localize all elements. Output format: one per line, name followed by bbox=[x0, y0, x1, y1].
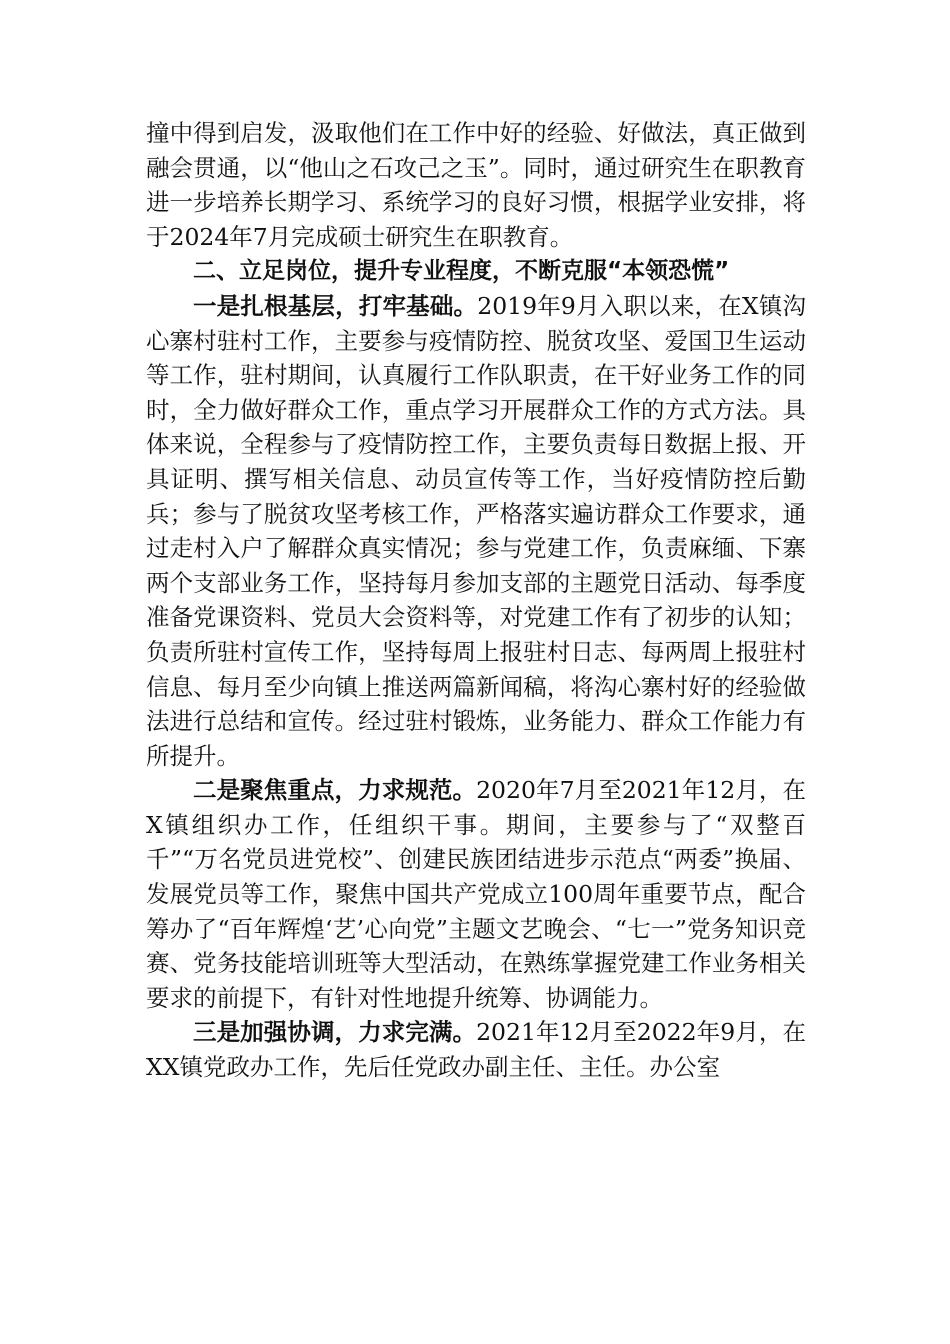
paragraph-text: 2020年7月至2021年12月，在X镇组织办工作，任组织干事。期间，主要参与了“双整百千”“万名党员进党校”、创建民族团结进步示范点“两委”换届、发展党员等工作，聚焦中国共产党成立100周年重要节点，配合筹办了“百年辉煌‘艺’心向党”主题文艺晚会、“七一”党务知识竞赛、党务技能培训班等大型活动，在熟练掌握党建工作业务相关要求的前提下，有针对性地提升统筹、协调能力。 bbox=[146, 776, 806, 1012]
section-heading: 二、立足岗位，提升专业程度，不断克服“本领恐慌” bbox=[193, 258, 730, 285]
paragraph-text: 2021年12月至2022年9月，在XX镇党政办工作，先后任党政办副主任、主任。办公室 bbox=[146, 1018, 806, 1082]
paragraph-text: 2019年9月入职以来，在X镇沟心寨村驻村工作，主要参与疫情防控、脱贫攻坚、爱国卫生运动等工作，驻村期间，认真履行工作队职责，在干好业务工作的同时，全力做好群众工作，重点学习开展群众工作的方式方法。具体来说，全程参与了疫情防控工作，主要负责每日数据上报、开具证明、撰写相关信息、动员宣传等工作，当好疫情防控后勤兵；参与了脱贫攻坚考核工作，严格落实遍访群众工作要求，通过走村入户了解群众真实情况；参与党建工作，负责麻缅、下寨两个支部业务工作，坚持每月参加支部的主题党日活动、每季度准备党课资料、党员大会资料等，对党建工作有了初步的认知；负责所驻村宣传工作，坚持每周上报驻村日志、每两周上报驻村信息、每月至少向镇上推送两篇新闻稿，将沟心寨村好的经验做法进行总结和宣传。经过驻村锻炼，业务能力、群众工作能力有所提升。 bbox=[146, 291, 806, 770]
paragraph-lead: 三是加强协调，力求完满。 bbox=[193, 1018, 477, 1047]
paragraph-lead: 二是聚焦重点，力求规范。 bbox=[193, 776, 477, 805]
paragraph-continuation: 撞中得到启发，汲取他们在工作中好的经验、好做法，真正做到融会贯通，以“他山之石攻己之玉”。同时，通过研究生在职教育进一步培养长期学习、系统学习的良好习惯，根据学业安排，将于2024年7月完成硕士研究生在职教育。 bbox=[146, 119, 806, 251]
paragraph-lead: 一是扎根基层，打牢基础。 bbox=[193, 291, 478, 320]
document-body bbox=[146, 116, 806, 1085]
paragraph-focus bbox=[146, 773, 806, 1015]
paragraph-grassroots bbox=[146, 289, 806, 773]
paragraph-coordination bbox=[146, 1015, 806, 1084]
